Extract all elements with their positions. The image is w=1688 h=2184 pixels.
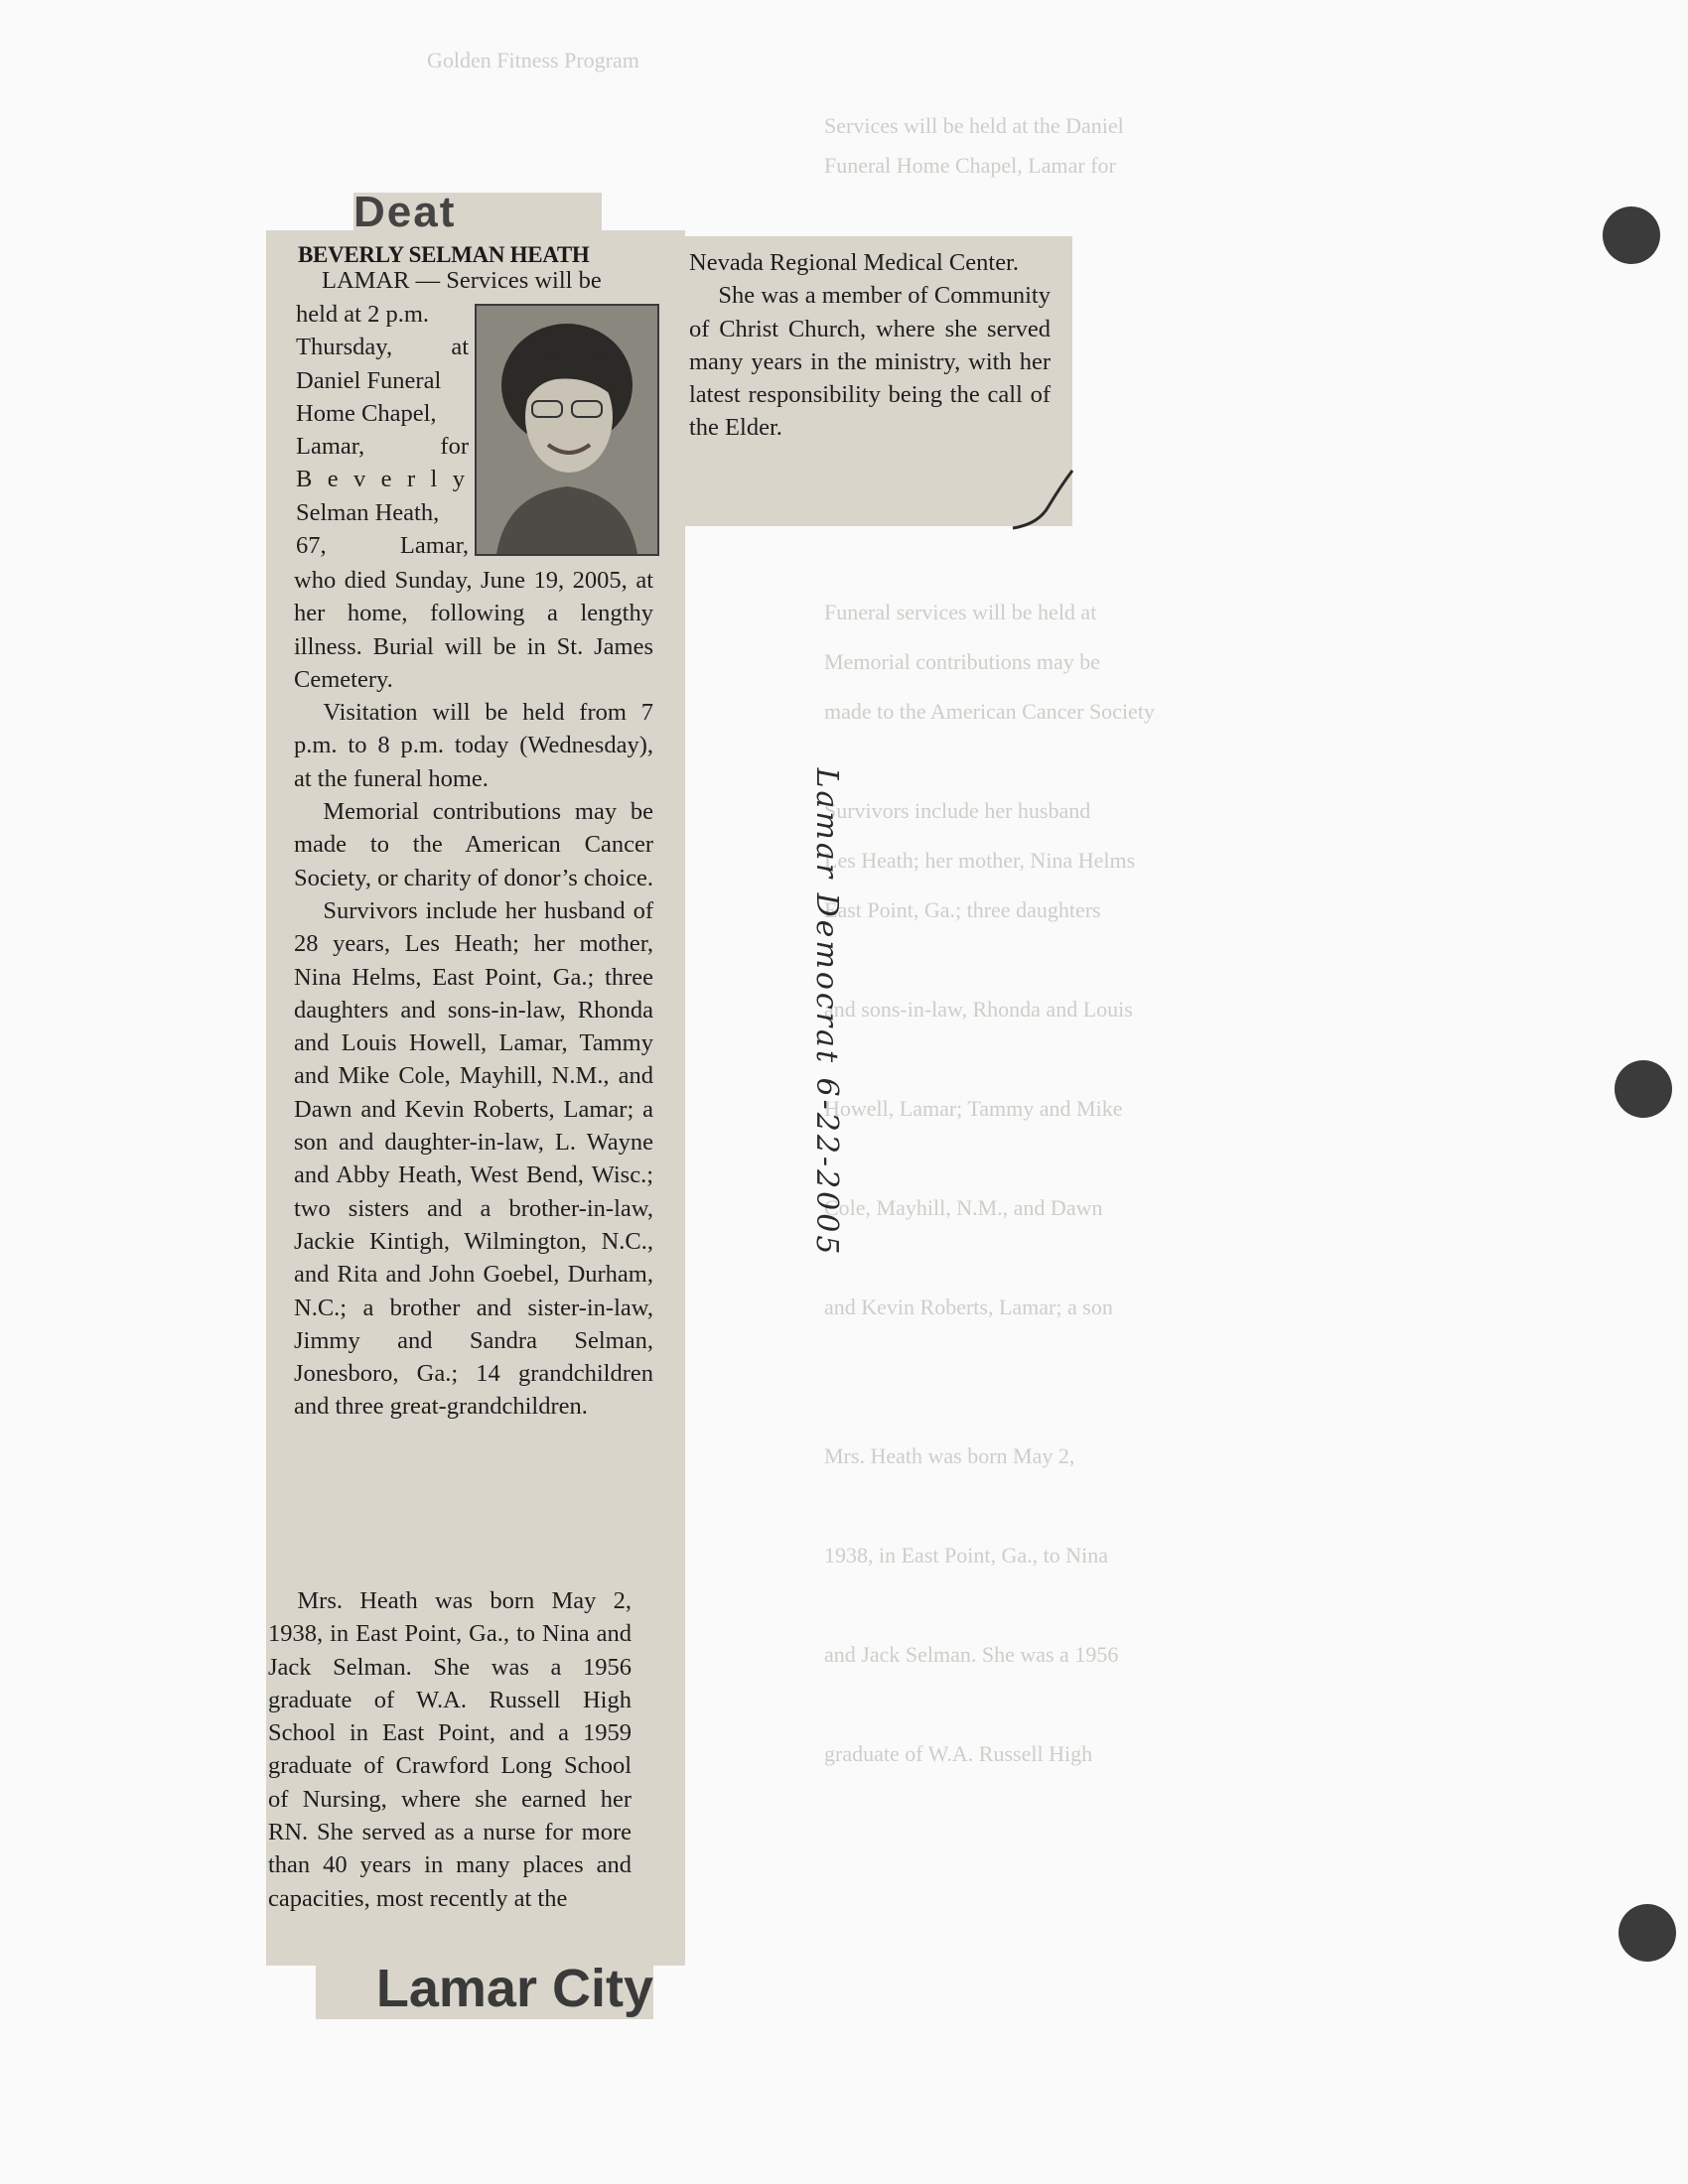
bleed-through-text: Cole, Mayhill, N.M., and Dawn — [824, 1195, 1103, 1220]
wrap-line: Lamar, for — [296, 433, 469, 461]
handwritten-slash-mark — [1009, 467, 1076, 532]
punch-hole — [1615, 1060, 1672, 1118]
bleed-through-text: Services will be held at the Daniel — [824, 113, 1124, 138]
bleed-through-text: Howell, Lamar; Tammy and Mike — [824, 1096, 1123, 1121]
paragraph-memorial: Memorial contributions may be made to the American Cancer Society, or charity of donor’s choice. — [294, 798, 653, 891]
wrap-line: Thursday, at — [296, 334, 469, 361]
bleed-through-text: Les Heath; her mother, Nina Helms — [824, 848, 1136, 873]
bleed-through-text: Golden Fitness Program — [427, 48, 639, 72]
bleed-through-text: Mrs. Heath was born May 2, — [824, 1443, 1075, 1468]
punch-hole — [1603, 206, 1660, 264]
paragraph-visitation: Visitation will be held from 7 p.m. to 8 p.m. today (Wednesday), at the funeral home. — [294, 699, 653, 792]
obituary-dateline: LAMAR — Services will be — [322, 267, 602, 294]
portrait-photo — [475, 304, 659, 556]
punch-hole — [1618, 1904, 1676, 1962]
portrait-illustration — [477, 306, 657, 554]
wrap-line: 67, Lamar, — [296, 532, 469, 560]
bleed-through-text: and Jack Selman. She was a 1956 — [824, 1642, 1119, 1667]
torn-footer-fragment: Lamar City — [316, 1958, 653, 2019]
bleed-through-text: and sons-in-law, Rhonda and Louis — [824, 997, 1133, 1022]
handwritten-source-note: Lamar Democrat 6-22-2005 — [809, 767, 844, 1258]
bleed-through-text: and Kevin Roberts, Lamar; a son — [824, 1295, 1113, 1319]
bleed-through-text: Funeral services will be held at — [824, 600, 1097, 624]
paragraph-church: She was a member of Community of Christ Church, where she served many years in the ministry, with her latest responsibility being the call of the Elder. — [689, 282, 1051, 442]
wrap-line: B e v e r l y — [296, 466, 469, 493]
photo-wrap-text — [296, 298, 469, 562]
paragraph-biography: Mrs. Heath was born May 2, 1938, in East Point, Ga., to Nina and Jack Selman. She was a 1956 graduate of W.A. Russell High School in East Point, and a 1959 graduate of Crawford Long School of Nursing, where she earned her RN. She served as a nurse for more than 40 years in many places and capacities, most recently at the — [268, 1587, 632, 1912]
obituary-body — [294, 564, 653, 1424]
obituary-heading: BEVERLY SELMAN HEATH — [298, 242, 590, 267]
wrap-line: Daniel Funeral — [296, 366, 442, 394]
bleed-through-text: 1938, in East Point, Ga., to Nina — [824, 1543, 1108, 1568]
bleed-through-text: Funeral Home Chapel, Lamar for — [824, 153, 1116, 178]
wrap-line: Home Chapel, — [296, 399, 437, 427]
obituary-body-continued — [268, 1584, 632, 1915]
bleed-through-text: Survivors include her husband — [824, 798, 1091, 823]
bleed-through-text: East Point, Ga.; three daughters — [824, 897, 1101, 922]
paragraph-survivors: Survivors include her husband of 28 years, Les Heath; her mother, Nina Helms, East Point, Ga.; three daughters and sons-in-law, Rhonda and Louis Howell, Lamar, Tammy and Mike Cole, Mayhill, N.M., and Dawn and Kevin Roberts, Lamar; a son and daughter-in-law, L. Wayne and Abby Heath, West Bend, Wisc.; two sisters and a brother-in-law, Jackie Kintigh, Wilmington, N.C., and Rita and John Goebel, Durham, N.C.; a brother and sister-in-law, Jimmy and Sandra Selman, Jonesboro, Ga.; 14 grandchildren and three great-grandchildren. — [294, 896, 653, 1421]
bleed-through-text: graduate of W.A. Russell High — [824, 1741, 1093, 1766]
torn-masthead-fragment: Deat — [353, 193, 602, 232]
bleed-through-text: Memorial contributions may be — [824, 649, 1100, 674]
wrap-line: held at 2 p.m. — [296, 301, 430, 328]
paragraph-death: who died Sunday, June 19, 2005, at her home, following a lengthy illness. Burial will be in St. James Cemetery. — [294, 567, 653, 693]
bleed-through-text: made to the American Cancer Society — [824, 699, 1155, 724]
obituary-right-column — [689, 246, 1051, 445]
wrap-line: Selman Heath, — [296, 498, 440, 526]
paragraph-workplace: Nevada Regional Medical Center. — [689, 249, 1019, 276]
